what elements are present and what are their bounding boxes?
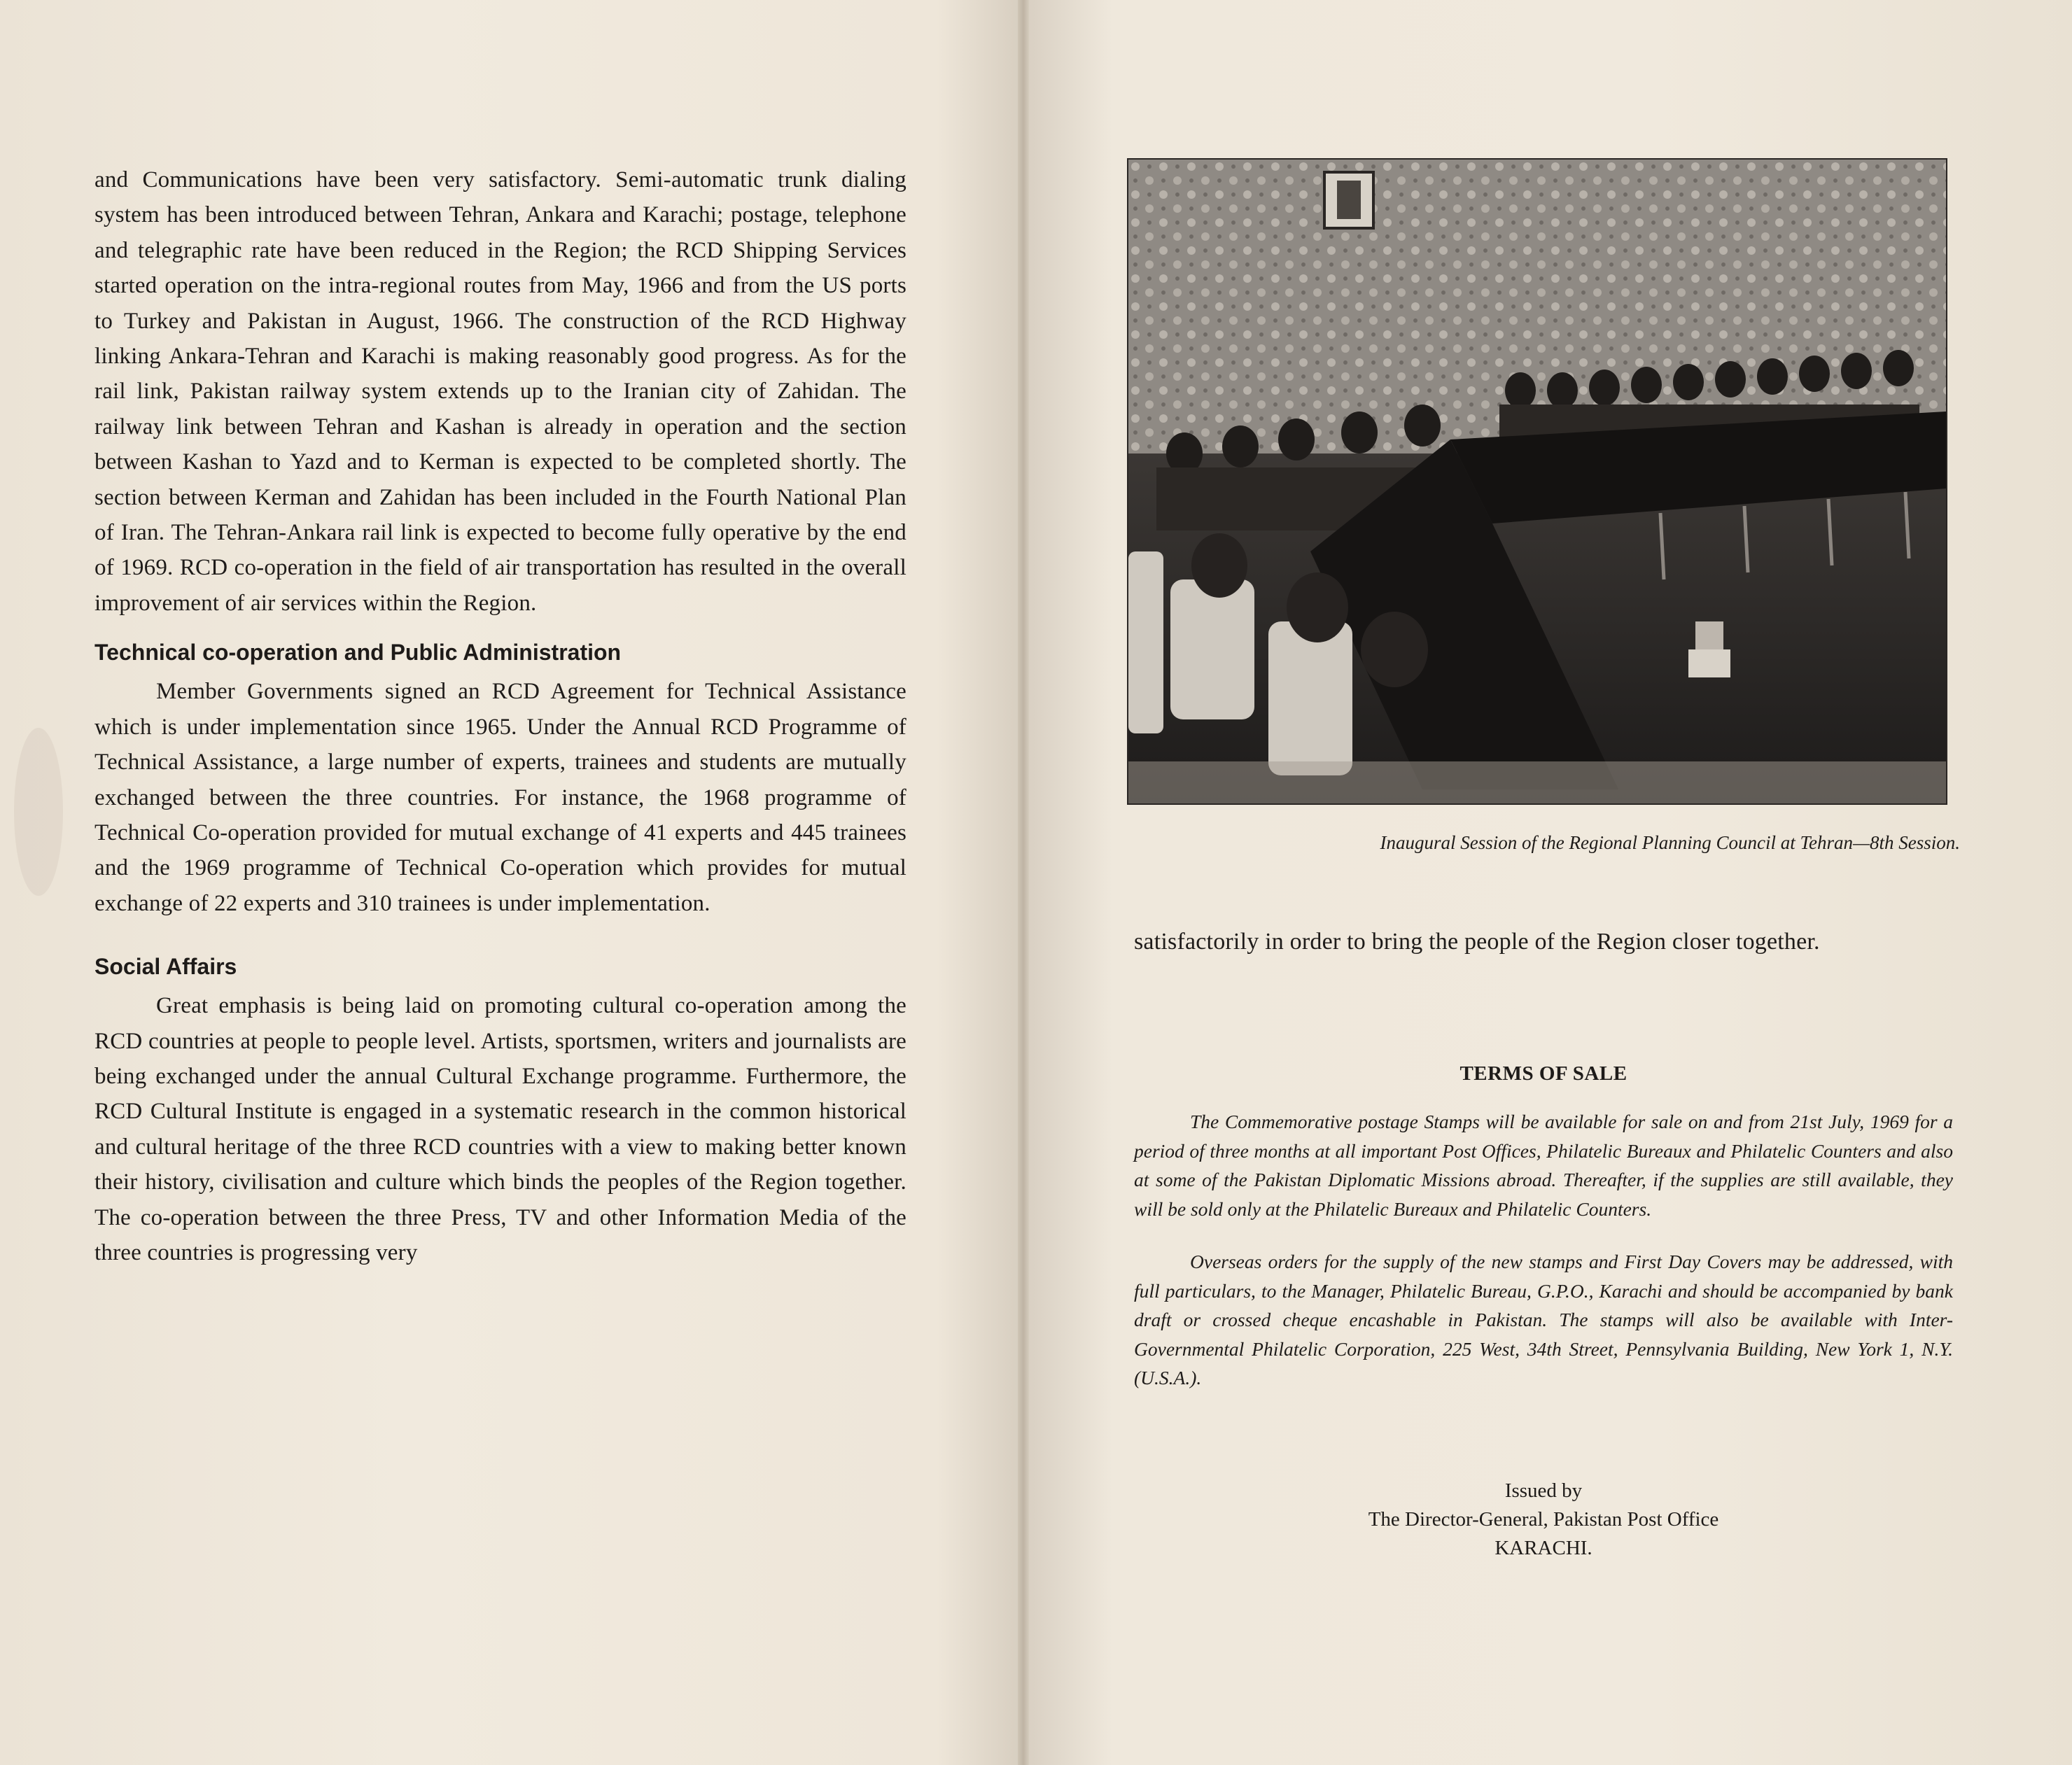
book-gutter [1018, 0, 1029, 1765]
page-stain [14, 728, 63, 896]
session-photograph [1127, 158, 1947, 805]
terms-of-sale-body [1134, 1107, 1953, 1393]
issued-by-block [1134, 1477, 1953, 1563]
left-page [0, 0, 1018, 1765]
terms-of-sale-heading: TERMS OF SALE [1460, 1062, 1628, 1085]
photo-caption: Inaugural Session of the Regional Planning Council at Tehran—8th Session. [1380, 832, 1960, 853]
terms-paragraph-overseas-orders: Overseas orders for the supply of the new stamps and First Day Covers may be addressed, with full particulars, to the Manager, Philatelic Bureau, G.P.O., Karachi and should be accompanied by bank draft or crossed cheque encashable in Pakistan. The stamps will also be available with Inter-Governmental Philatelic Corporation, 225 West, 34th Street, Pennsylvania Building, New York 1, N.Y. (U.S.A.). [1134, 1251, 1953, 1388]
photo-illustration [1128, 160, 1946, 803]
right-text-column [1134, 924, 1953, 960]
continuation-paragraph: satisfactorily in order to bring the people of the Region closer together. [1134, 929, 1820, 955]
technical-cooperation-heading: Technical co-operation and Public Administration [94, 640, 622, 666]
issuer-name: The Director-General, Pakistan Post Office [1368, 1508, 1719, 1531]
terms-paragraph-availability: The Commemorative postage Stamps will be available for sale on and from 21st July, 1969 for a period of three months at all important Post Offices, Philatelic Bureaux and Philatelic Counters and also at some of the Pakistan Diplomatic Missions abroad. Thereafter, if the supplies are still available, they will be sold only at the Philatelic Bureaux and Philatelic Counters. [1134, 1111, 1953, 1220]
intro-paragraph: and Communications have been very satisfactory. Semi-automatic trunk dialing system has been introduced between Tehran, Ankara and Karachi; postage, telephone and telegraphic rate have been reduced in the Region; the RCD Shipping Services started operation on the intra-regional routes from May, 1966 and from the US ports to Turkey and Pakistan in August, 1966. The construction of the RCD Highway linking Ankara-Tehran and Karachi is making reasonably good progress. As for the rail link, Pakistan railway system extends up to the Iranian city of Zahidan. The railway link between Tehran and Kashan is already in operation and the section between Kashan to Yazd and to Kerman is expected to be completed shortly. The section between Kerman and Zahidan has been included in the Fourth National Plan of Iran. The Tehran-Ankara rail link is expected to become fully operative by the end of 1969. RCD co-operation in the field of air transportation has resulted in the overall improvement of air services within the Region. [94, 167, 906, 616]
social-affairs-paragraph: Great emphasis is being laid on promoting cultural co-operation among the RCD countries at people to people level. Artists, sportsmen, writers and journalists are being exchanged under the annual Cultural Exchange programme. Furthermore, the RCD Cultural Institute is engaged in a systematic research in the common historical and cultural heritage of the three RCD countries with a view to making better known their history, civilisation and culture which binds the peoples of the Region together. The co-operation between the three Press, TV and other Information Media of the three countries is progressing very [94, 993, 906, 1265]
social-affairs-heading: Social Affairs [94, 954, 237, 980]
technical-cooperation-paragraph: Member Governments signed an RCD Agreement for Technical Assistance which is under implementation since 1965. Under the Annual RCD Programme of Technical Assistance, a large number of experts, trainees and students are mutually exchanged between the three countries. For instance, the 1968 programme of Technical Co-operation provided for mutual exchange of 41 experts and 445 trainees and the 1969 programme of Technical Co-operation which provides for mutual exchange of 22 experts and 310 trainees is under implementation. [94, 679, 906, 916]
left-text-column [94, 162, 906, 1270]
issuer-city: KARACHI. [1494, 1537, 1592, 1559]
issued-by-label: Issued by [1504, 1479, 1583, 1502]
